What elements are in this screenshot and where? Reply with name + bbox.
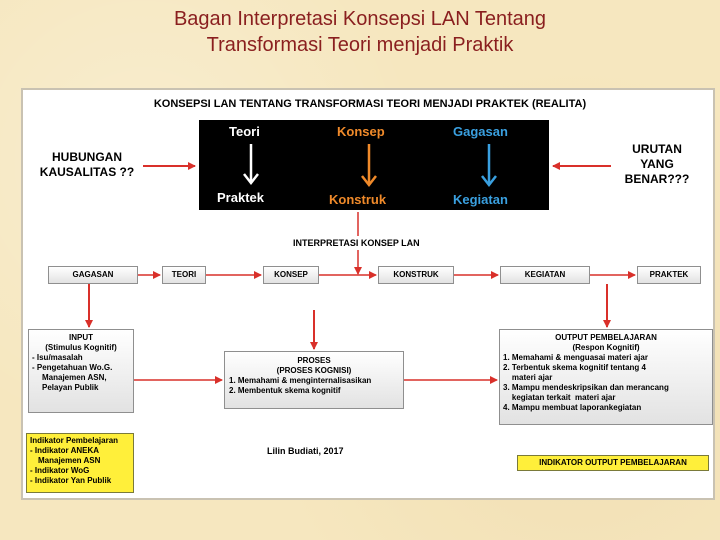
- indikator-line-4: - Indikator WoG: [30, 466, 90, 475]
- input-subtitle: (Stimulus Kognitif): [45, 343, 117, 352]
- output-item-6: 4. Mampu membuat laporankegiatan: [503, 403, 642, 412]
- indikator-line-3: Manajemen ASN: [38, 456, 101, 465]
- input-item-4: Pelayan Publik: [42, 383, 99, 392]
- proses-item-2: 2. Membentuk skema kognitif: [229, 386, 341, 395]
- interpretasi-label: INTERPRETASI KONSEP LAN: [293, 238, 420, 248]
- connector-arrows: [23, 90, 717, 502]
- output-item-1: 1. Memahami & menguasai materi ajar: [503, 353, 648, 362]
- indikator-line-1: Indikator Pembelajaran: [30, 436, 119, 445]
- flow-box-praktek: PRAKTEK: [637, 266, 701, 284]
- flow-box-kegiatan: KEGIATAN: [500, 266, 590, 284]
- flow-box-konsep: KONSEP: [263, 266, 319, 284]
- proses-subtitle: (PROSES KOGNISI): [276, 366, 352, 375]
- left-label-line-2: KAUSALITAS ??: [39, 165, 135, 179]
- kegiatan-label: Kegiatan: [453, 192, 508, 207]
- flow-box-gagasan: GAGASAN: [48, 266, 138, 284]
- indikator-output-box: INDIKATOR OUTPUT PEMBELAJARAN: [517, 455, 709, 471]
- input-item-3: Manajemen ASN,: [42, 373, 107, 382]
- output-item-3: materi ajar: [503, 373, 553, 382]
- proses-title: PROSES: [297, 356, 331, 365]
- diagram-panel: [21, 88, 715, 500]
- teori-label: Teori: [229, 124, 260, 139]
- diagram-heading: KONSEPSI LAN TENTANG TRANSFORMASI TEORI MENJADI PRAKTEK (REALITA): [153, 98, 587, 110]
- output-item-2: 2. Terbentuk skema kognitif tentang 4: [503, 363, 646, 372]
- input-item-2: - Pengetahuan Wo.G.: [32, 363, 113, 372]
- author-credit: Lilin Budiati, 2017: [267, 446, 344, 456]
- konstruk-label: Konstruk: [329, 192, 387, 207]
- right-label-line-1: URUTAN: [632, 142, 682, 156]
- output-item-5: kegiatan terkait materi ajar: [503, 393, 616, 402]
- output-subtitle: (Respon Kognitif): [572, 343, 640, 352]
- left-label-line-1: HUBUNGAN: [52, 150, 122, 164]
- title-line-1: Bagan Interpretasi Konsepsi LAN Tentang: [173, 8, 547, 30]
- flow-box-teori: TEORI: [162, 266, 206, 284]
- proses-item-1: 1. Memahami & menginternalisasikan: [229, 376, 372, 385]
- right-label-line-2: YANG: [640, 157, 674, 171]
- indikator-line-2: - Indikator ANEKA: [30, 446, 100, 455]
- output-title: OUTPUT PEMBELAJARAN: [555, 333, 657, 342]
- input-item-1: - Isu/masalah: [32, 353, 83, 362]
- input-title: INPUT: [69, 333, 93, 342]
- indikator-line-5: - Indikator Yan Publik: [30, 476, 112, 485]
- output-item-4: 3. Mampu mendeskripsikan dan merancang: [503, 383, 669, 392]
- flow-box-konstruk: KONSTRUK: [378, 266, 454, 284]
- right-label-line-3: BENAR???: [624, 172, 690, 186]
- page-title: [0, 6, 720, 58]
- konsep-label: Konsep: [337, 124, 385, 139]
- title-line-2: Transformasi Teori menjadi Praktik: [206, 34, 514, 56]
- praktek-label: Praktek: [217, 190, 264, 205]
- gagasan-label: Gagasan: [453, 124, 508, 139]
